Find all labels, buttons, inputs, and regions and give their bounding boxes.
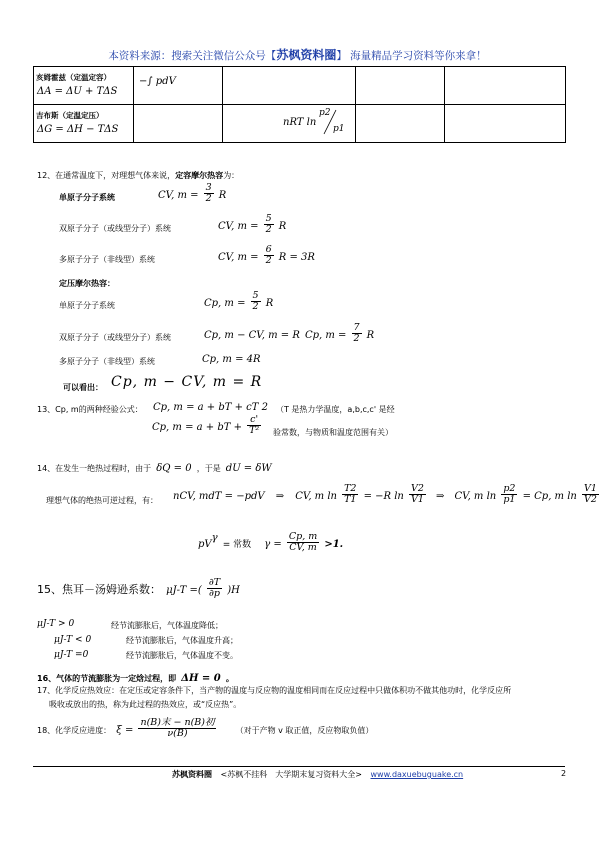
source-banner xyxy=(0,46,595,63)
s14-T2: T2 xyxy=(344,483,357,494)
s14-eq-b-frac2 xyxy=(409,484,426,505)
s14-label: 14、在发生一绝热过程时，由于 xyxy=(37,464,152,473)
cp-title: 定压摩尔热容： xyxy=(59,279,115,288)
s15-label: 15、焦耳－汤姆逊系数： xyxy=(37,583,161,596)
cv-mono-den: 2 xyxy=(205,193,212,204)
s14-arrow-1: ⇒ xyxy=(275,491,285,502)
cv-poly-label: 多原子分子（非线型）系统 xyxy=(59,255,155,264)
cp-mono-frac xyxy=(251,291,261,312)
table-cell-empty-1 xyxy=(223,67,356,105)
s13-note1: （T 是热力学温度，a,b,c,c' 是经 xyxy=(276,405,395,414)
s14-eq-b-mid: = −R ln xyxy=(363,491,404,502)
cv-mono-label: 单原子分子系统 xyxy=(59,193,115,202)
s14-c-V2: V2 xyxy=(583,494,597,505)
cp-di-R: R xyxy=(366,330,375,341)
table-cell-empty-6 xyxy=(445,105,566,143)
s16-eq: ΔH = 0 xyxy=(181,673,221,684)
s18-label: 18、化学反应进度： xyxy=(37,726,112,735)
cp-mono-label: 单原子分子系统 xyxy=(59,301,115,310)
table-cell-empty-4 xyxy=(134,105,223,143)
log-prefix: nRT ln xyxy=(283,117,317,128)
cp-mono-eq xyxy=(204,291,273,312)
log-p1: p1 xyxy=(333,124,345,134)
s14-eq-b-lhs: CV, m ln xyxy=(295,491,337,502)
s14-gamma-frac xyxy=(287,532,319,553)
s18-line xyxy=(37,718,373,739)
cp-di-den: 2 xyxy=(353,333,360,344)
cp-mono-lhs: Cp, m = xyxy=(204,298,246,309)
cv-poly-den: 2 xyxy=(265,255,272,266)
s13-label: 13、Cp, m的两种经验公式： xyxy=(37,405,143,414)
s14-eq-b-frac1 xyxy=(342,484,358,505)
s14-gamma-den: CV, m xyxy=(289,542,317,553)
s15-line xyxy=(37,578,240,599)
s14-cond: δQ = 0 xyxy=(156,463,192,474)
cp-mono-num: 5 xyxy=(252,290,259,301)
gibbs-title: 吉布斯（定温定压） xyxy=(36,111,104,120)
table-cell-helmholtz xyxy=(34,67,134,105)
s14-c-V1: V1 xyxy=(583,483,597,494)
s18-note: （对于产物 v 取正值，反应物取负值） xyxy=(235,726,374,735)
s14-gamma-num: Cp, m xyxy=(288,531,318,542)
cp-mono-R: R xyxy=(265,298,274,309)
s14-p2: p2 xyxy=(503,483,516,494)
cv-poly-eq xyxy=(218,245,315,266)
s15-tail: )H xyxy=(227,585,240,596)
cv-mono-R: R xyxy=(218,190,227,201)
s15-mu: μJ-T =( xyxy=(166,585,202,596)
s14-V1: V1 xyxy=(410,494,424,505)
cv-di-eq xyxy=(218,214,286,235)
s18-xi: ξ = xyxy=(116,725,134,736)
s13-eq1: Cp, m = a + bT + cT 2 xyxy=(153,402,268,413)
cv-mono-frac xyxy=(204,183,214,204)
cv-mono-eq xyxy=(158,183,226,204)
s13-eq2 xyxy=(152,415,261,436)
cp-mono-den: 2 xyxy=(252,301,259,312)
s16-end: 。 xyxy=(225,674,234,683)
s14-T1: T1 xyxy=(344,494,357,505)
integral-expression: −∫ pdV xyxy=(139,76,176,87)
s12-intro-end: 为： xyxy=(223,171,240,180)
banner-suffix: 】 海量精品学习资料等你来拿！ xyxy=(336,50,487,62)
s14-eq-c-frac1 xyxy=(501,484,517,505)
cv-di-den: 2 xyxy=(265,224,272,235)
s14-eq-c-lhs: CV, m ln xyxy=(454,491,497,502)
cv-di-frac xyxy=(264,214,274,235)
s14-eq-a: nCV, mdT = −pdV xyxy=(173,491,265,502)
s15-den: ∂p xyxy=(208,588,220,599)
s15-c3-text: 经节流膨胀后，气体温度不变。 xyxy=(126,651,238,660)
s12-intro xyxy=(37,170,239,181)
table-cell-empty-3 xyxy=(445,67,566,105)
s13-eq2-frac xyxy=(247,415,261,436)
cv-mono-num: 3 xyxy=(205,182,212,193)
cv-poly-num: 6 xyxy=(265,244,272,255)
s17-line1: 17、化学反应热效应：在定压或定容条件下，当产物的温度与反应物的温度相同而在反应过程中只做体积功不做其他功时，化学反应所 xyxy=(37,686,512,695)
s15-c1-text: 经节流膨胀后，气体温度降低； xyxy=(111,621,223,630)
s14-gamma-tail: >1. xyxy=(324,539,344,550)
s14-adiabatic-label: 理想气体的绝热可逆过程，有： xyxy=(46,496,158,505)
cp-di-num: 7 xyxy=(353,322,360,333)
cv-poly-tail: R = 3R xyxy=(278,252,315,263)
s15-num: ∂T xyxy=(208,577,221,588)
s14-eq: dU = δW xyxy=(225,463,272,474)
s17-line2: 吸收或放出的热，称为此过程的热效应，或“反应热”。 xyxy=(49,700,242,709)
footer-slogan: <苏枫不挂科 大学期末复习资料大全> xyxy=(220,770,362,779)
s18-num: n(B)末 − n(B)初 xyxy=(140,717,215,728)
s14-mid: ，于是 xyxy=(196,464,221,473)
s18-frac xyxy=(138,718,216,739)
s14-gamma-def: γ = xyxy=(264,539,282,550)
footer-brand: 苏枫资料圈 xyxy=(172,770,212,779)
cv-poly-lhs: CV, m = xyxy=(218,252,259,263)
s13-eq2-lhs: Cp, m = a + bT + xyxy=(152,422,242,433)
cp-di-lhs: Cp, m = xyxy=(304,330,347,341)
s14-gamma-lhs: pV xyxy=(198,539,212,550)
cv-di-num: 5 xyxy=(265,213,272,224)
cv-di-label: 双原子分子（或线型分子）系统 xyxy=(59,224,171,233)
s14-arrow-2: ⇒ xyxy=(435,491,445,502)
cv-mono-lhs: CV, m = xyxy=(158,190,199,201)
s12-intro-bold: 定容摩尔热容 xyxy=(175,171,224,180)
table-cell-empty-5 xyxy=(356,105,445,143)
conclusion-label: 可以看出： xyxy=(63,383,103,392)
page-number: 2 xyxy=(561,769,567,778)
banner-brand: 苏枫资料圈 xyxy=(276,48,337,62)
s13-eq2-num: c' xyxy=(247,415,261,426)
s15-c1: μJ-T > 0 xyxy=(37,619,75,629)
s18-den: ν(B) xyxy=(167,728,188,739)
footer-link[interactable]: www.daxuebuguake.cn xyxy=(370,770,464,779)
s16-text: 16、气体的节流膨胀为一定焓过程，即 xyxy=(37,674,177,683)
gibbs-formula: ΔG = ΔH − TΔS xyxy=(37,124,119,135)
footer-divider xyxy=(33,766,565,767)
conclusion-eq: Cp, m − CV, m = R xyxy=(111,374,263,390)
s14-adiabatic-eqs xyxy=(173,484,599,505)
thermo-table xyxy=(33,66,566,143)
table-cell-empty-2 xyxy=(356,67,445,105)
cp-di-eq1: Cp, m − CV, m = R xyxy=(204,330,300,341)
s13-eq2-den: T² xyxy=(249,425,260,436)
s14-eq-c-mid: = Cp, m ln xyxy=(522,491,577,502)
s14-eq-c-frac2 xyxy=(582,484,599,505)
table-cell-integral xyxy=(134,67,223,105)
s14-p1: p1 xyxy=(503,494,516,505)
cp-di-eq xyxy=(204,323,374,344)
s15-c2-text: 经节流膨胀后，气体温度升高； xyxy=(126,636,238,645)
s14-gamma-sup: γ xyxy=(211,532,218,544)
cp-poly-label: 多原子分子（非线型）系统 xyxy=(59,357,155,366)
cv-di-lhs: CV, m = xyxy=(218,221,259,232)
s14-gamma xyxy=(198,532,343,553)
s13-note2: 验常数，与物质和温度范围有关） xyxy=(273,428,393,437)
cv-poly-frac xyxy=(264,245,274,266)
s15-c2: μJ-T < 0 xyxy=(54,635,92,645)
cp-di-frac xyxy=(352,323,362,344)
s15-c3: μJ-T =0 xyxy=(54,650,89,660)
banner-prefix: 本资料来源：搜索关注微信公众号【 xyxy=(108,50,277,62)
table-cell-log xyxy=(223,105,356,143)
helmholtz-formula: ΔA = ΔU + TΔS xyxy=(37,86,118,97)
s15-frac xyxy=(207,578,222,599)
cv-di-R: R xyxy=(278,221,287,232)
helmholtz-title: 亥姆霍兹（定温定容） xyxy=(36,73,111,82)
s14-line1 xyxy=(37,456,272,475)
cp-di-label: 双原子分子（或线型分子）系统 xyxy=(59,333,171,342)
cp-poly-eq: Cp, m = 4R xyxy=(202,354,261,365)
footer xyxy=(172,769,463,780)
s12-intro-text: 12、在通常温度下，对理想气体来说， xyxy=(37,171,176,180)
s14-gamma-const: = 常数 xyxy=(222,540,252,550)
s14-V2: V2 xyxy=(410,483,424,494)
table-cell-gibbs xyxy=(34,105,134,143)
log-p2: p2 xyxy=(319,108,331,118)
s16-line xyxy=(37,666,234,685)
